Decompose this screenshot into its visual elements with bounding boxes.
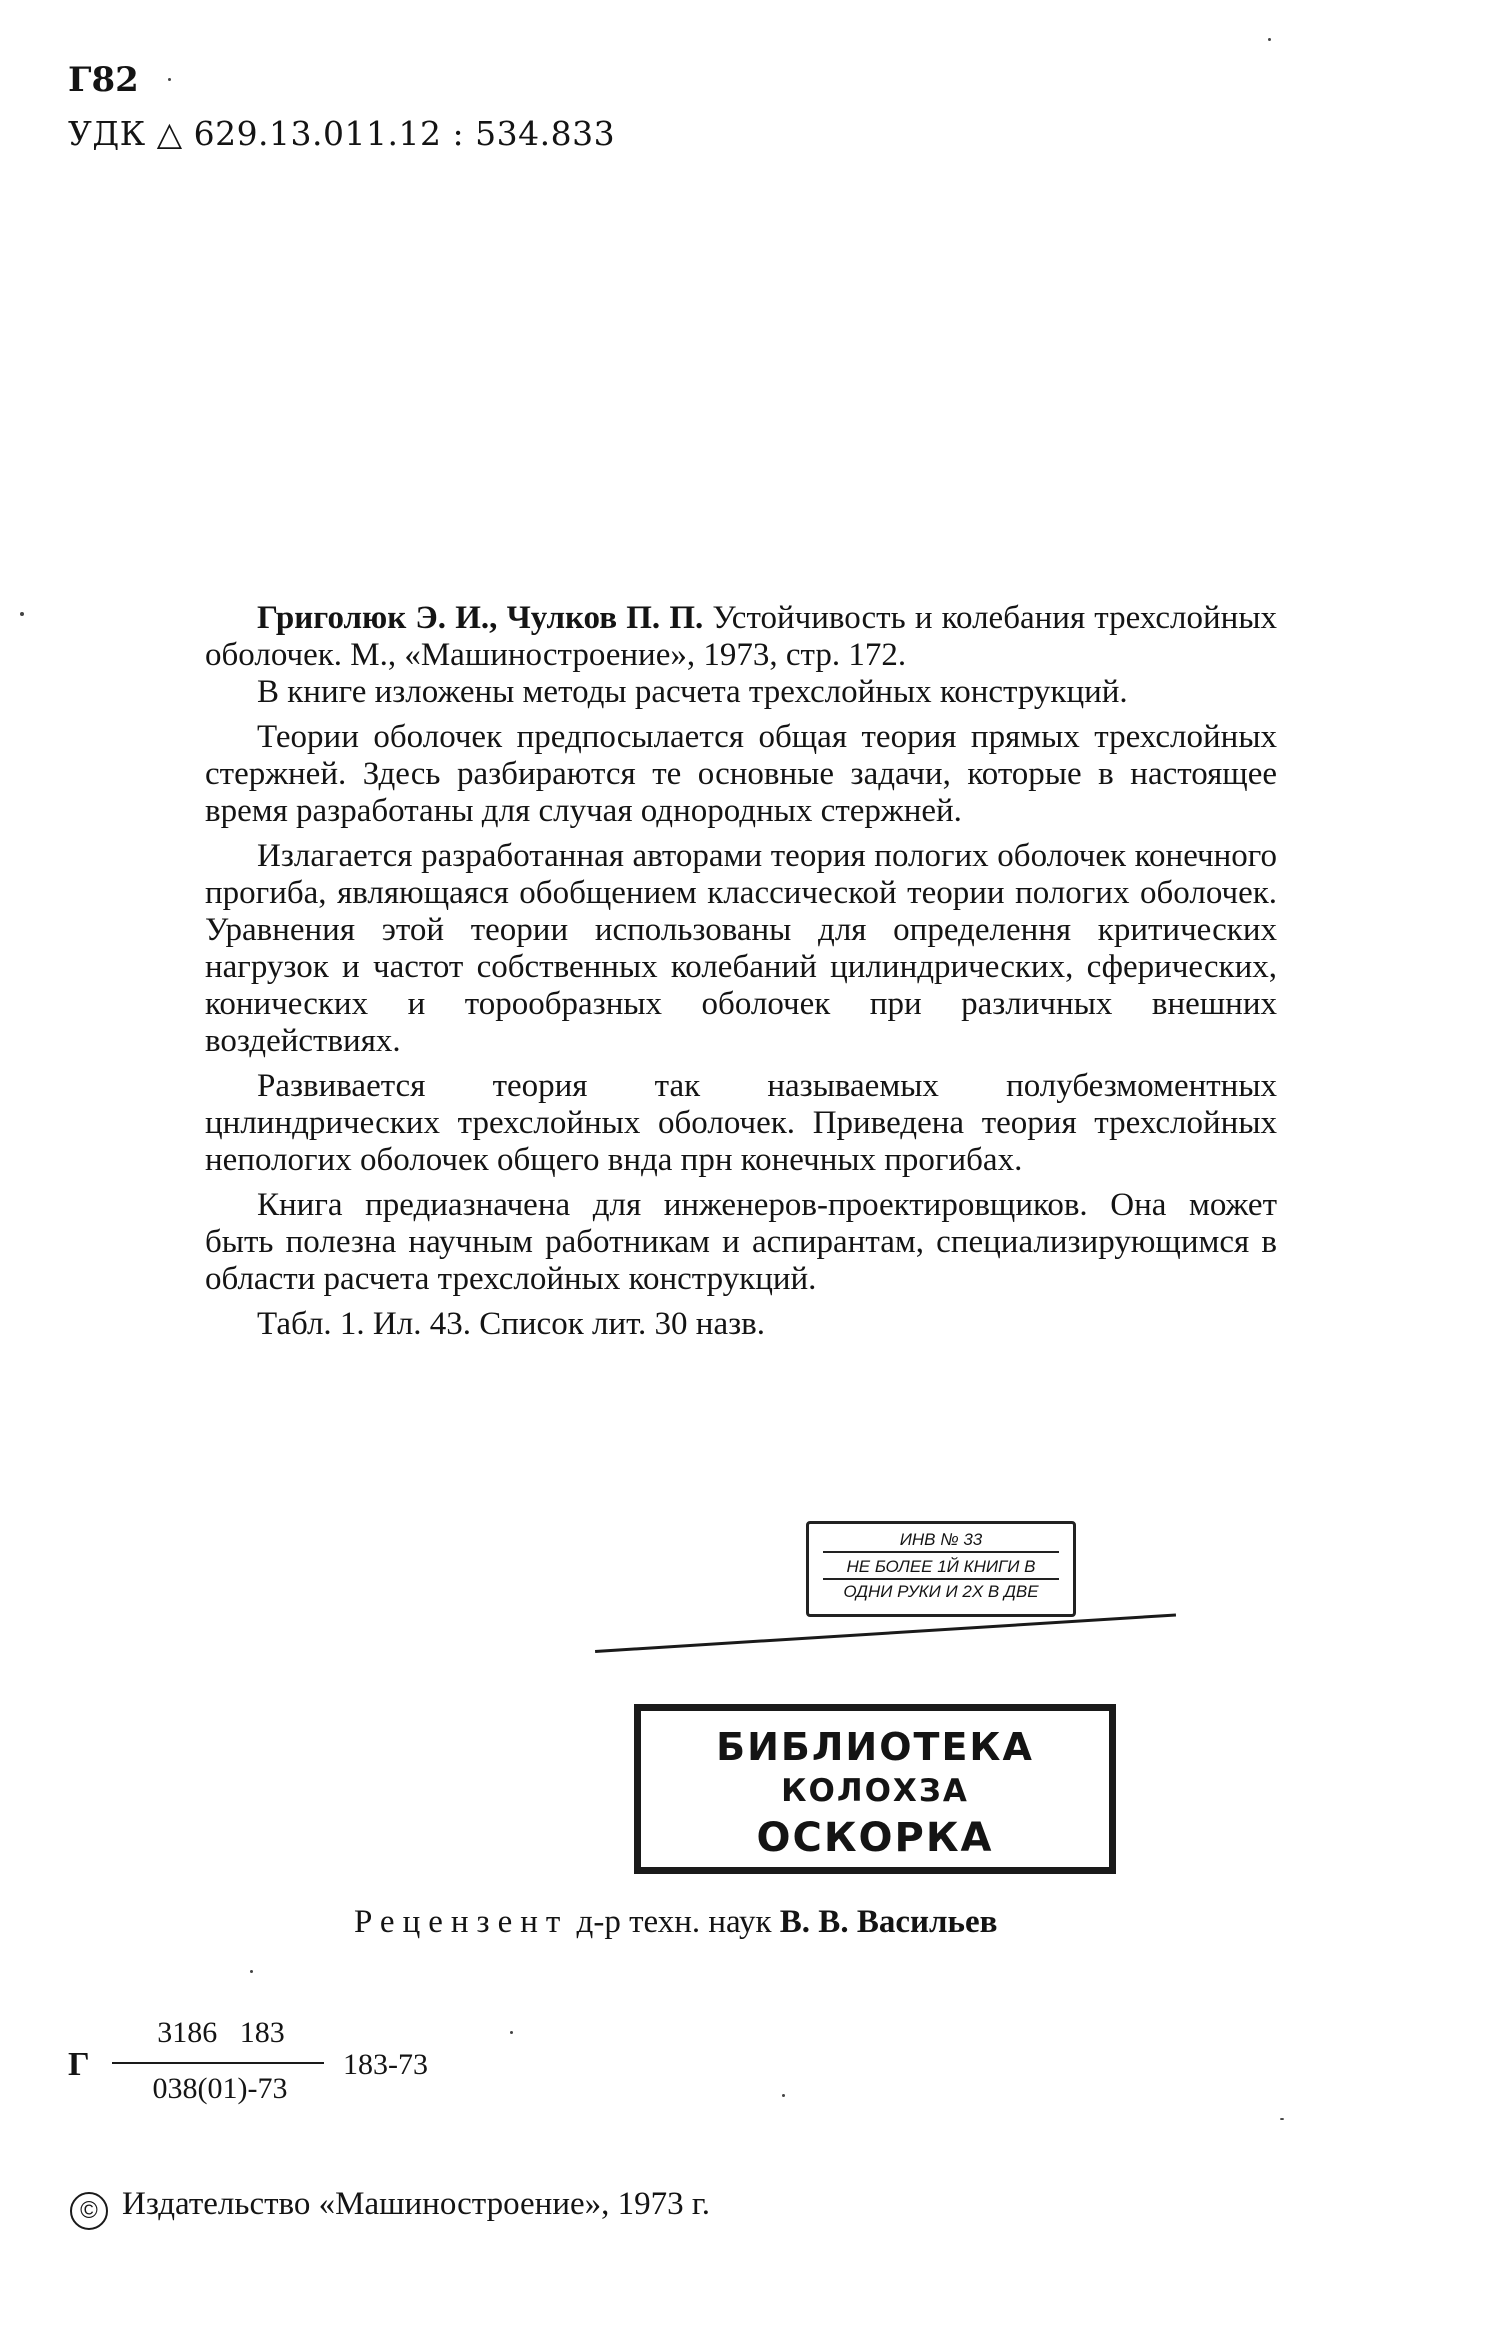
lending-rule-line: ОДНИ РУКИ И 2Х В ДВЕ xyxy=(823,1578,1059,1603)
reviewer-name: В. В. Васильев xyxy=(779,1904,998,1940)
abstract-paragraph: Излагается разработанная авторами теория пологих оболочек конечного прогиба, являющаяся обобщением классической теории пологих оболочек. Уравнения этой теории использованы для определення критических нагрузок и частот собственных колебаний цилиндрических, сферических, конических и торообразных оболочек при различных внешних воздействиях. xyxy=(205,838,1277,1059)
scan-speck xyxy=(1280,2118,1284,2120)
scan-speck xyxy=(782,2094,785,2097)
catalog-code: Г82 xyxy=(68,60,139,100)
inventory-number: ИНВ № 33 xyxy=(823,1528,1059,1553)
udk-index: УДК △ 629.13.011.12 : 534.833 xyxy=(68,114,616,153)
catalog-order-code: 183-73 xyxy=(343,2048,428,2081)
fraction-bar xyxy=(112,2062,324,2064)
inventory-stamp xyxy=(806,1521,1076,1617)
abstract-block xyxy=(205,600,1277,1351)
divider-line xyxy=(595,1613,1176,1653)
copyright-text: Издательство «Машиностроение», 1973 г. xyxy=(122,2186,710,2222)
lending-rule-line: НЕ БОЛЕЕ 1Й КНИГИ В xyxy=(846,1557,1036,1576)
catalog-denominator: 038(01)-73 xyxy=(152,2072,288,2105)
abstract-paragraph: Теории оболочек предпосылается общая теория прямых трехслойных стержней. Здесь разбираются те основные задачи, которые в настоящее время разработаны для случая однородных стержней. xyxy=(205,719,1277,829)
citation-title: Устойчивость и колебания трехслойных оболочек. М., «Машиностроение», 1973, стр. 172. xyxy=(205,600,1277,673)
scan-speck xyxy=(510,2031,513,2034)
scan-speck xyxy=(250,1970,253,1973)
copyright-line xyxy=(70,2186,710,2230)
abstract-paragraph: Книга предиазначена для инженеров-проектировщиков. Она может быть полезна научным работникам и аспирантам, специализирующимся в области расчета трехслойных конструкций. xyxy=(205,1187,1277,1297)
catalog-letter: Г xyxy=(68,2046,90,2083)
scan-speck xyxy=(168,78,171,81)
reviewer-label: Рецензент xyxy=(354,1904,569,1940)
scan-speck xyxy=(1268,38,1271,41)
abstract-paragraph: Развивается теория так называемых полубезмоментных цнлиндрических трехслойных оболочек. Приведена теория трехслойных непологих оболочек общего внда прн конечных прогибах. xyxy=(205,1068,1277,1178)
scan-speck xyxy=(20,612,24,616)
library-stamp xyxy=(634,1704,1116,1874)
catalog-numerator: 3186 183 xyxy=(157,2016,285,2049)
abstract-summary: Табл. 1. Ил. 43. Список лит. 30 назв. xyxy=(257,1306,765,1342)
reviewer-line xyxy=(354,1904,997,1941)
bibliographic-citation xyxy=(205,600,1277,674)
citation-authors: Григолюк Э. И., Чулков П. П. xyxy=(257,600,704,636)
reviewer-degree: д-р техн. наук xyxy=(576,1904,772,1940)
abstract-paragraph: В книге изложены методы расчета трехслойных конструкций. xyxy=(257,674,1128,710)
library-stamp-line: БИБЛИОТЕКА xyxy=(716,1725,1034,1769)
library-stamp-line: ОСКОРКА xyxy=(756,1815,994,1861)
library-stamp-line: КОЛОХЗА xyxy=(781,1773,969,1809)
copyright-icon: © xyxy=(70,2192,108,2230)
